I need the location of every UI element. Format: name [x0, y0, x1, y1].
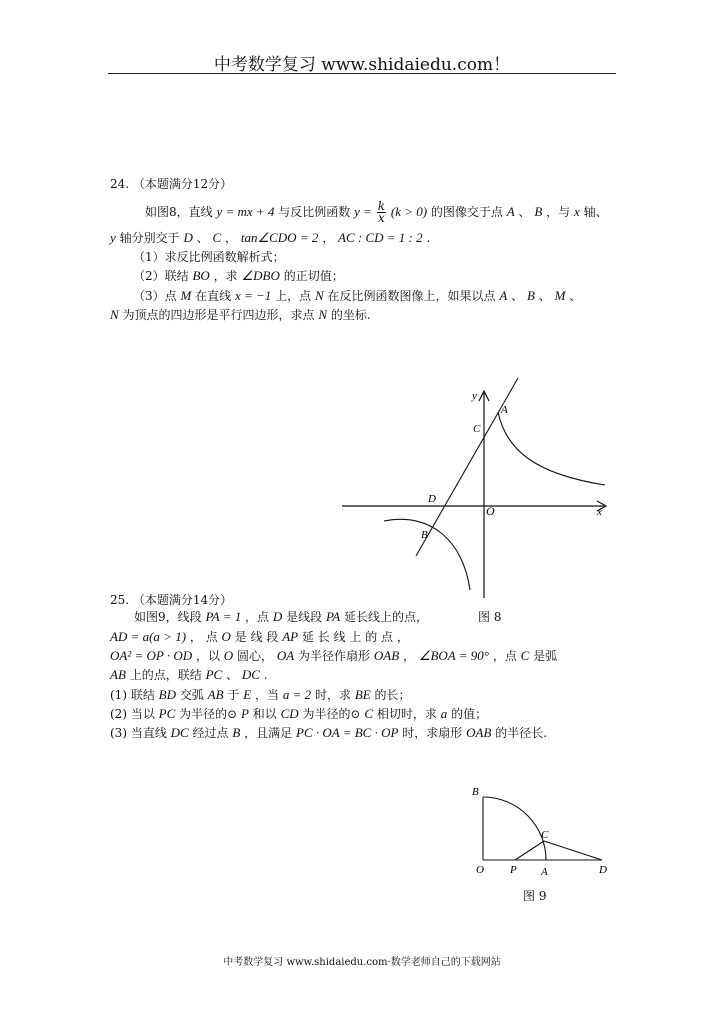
- q24-line-equation: y = mx + 4: [216, 204, 275, 219]
- q25-item-3: [110, 726, 547, 740]
- q25-text: 延长线上的点，: [344, 610, 429, 624]
- q25-line-4: [110, 668, 268, 682]
- label-O: O: [486, 504, 495, 518]
- q25-text: 相切时，求: [376, 707, 437, 721]
- q24-text: ，与: [546, 205, 571, 219]
- q25-text: 的半径长.: [495, 726, 548, 740]
- q25-text: 是 线 段: [234, 630, 279, 644]
- label-O: O: [476, 864, 484, 876]
- page-footer: 中考数学复习 www.shidaiedu.com·数学老师自己的下载网站: [223, 957, 501, 968]
- point-B: B: [534, 204, 543, 219]
- point-B: B: [232, 725, 241, 740]
- segment-PC: PC: [158, 706, 176, 721]
- page-header-title: 中考数学复习 www.shidaiedu.com！: [213, 55, 511, 75]
- q25-text: 是弧: [533, 649, 558, 663]
- label-y: y: [472, 390, 477, 402]
- figure-8-caption: 图 8: [478, 610, 502, 624]
- q25-text: 时，求扇形: [402, 726, 463, 740]
- point-C: C: [520, 648, 530, 663]
- q25-text: 如图9，线段: [134, 610, 202, 624]
- label-D: D: [599, 864, 607, 876]
- q25-text: 为半径的⊙: [302, 707, 361, 721]
- q25-text: 是线段: [286, 610, 323, 624]
- label-x: x: [597, 506, 602, 518]
- point-P: P: [241, 706, 249, 721]
- arc-AB: AB: [110, 667, 126, 682]
- segment-BD: BD: [158, 687, 176, 702]
- fraction-numerator: k: [377, 199, 386, 213]
- separator: 、: [538, 289, 551, 303]
- period: .: [263, 668, 268, 682]
- point-N: N: [318, 307, 328, 322]
- q25-item-2: [110, 707, 487, 721]
- point-O: O: [221, 629, 231, 644]
- q24-fn-y: y =: [354, 204, 372, 219]
- q24-text: 的坐标.: [330, 308, 371, 322]
- q24-part-1: （1）求反比例函数解析式；: [133, 250, 285, 264]
- q24-text: （2）联结: [133, 269, 189, 283]
- figure-9: [465, 780, 620, 880]
- q25-text: ，当: [255, 688, 280, 702]
- header-divider: [108, 73, 616, 74]
- arc-AB-shape: [483, 797, 546, 860]
- separator: 、: [518, 205, 531, 219]
- point-D: D: [183, 230, 193, 245]
- angle-BOA: ∠BOA = 90°: [418, 648, 489, 663]
- comma: ，: [225, 231, 238, 245]
- point-D: D: [272, 609, 283, 624]
- q25-text: (2) 当以: [110, 707, 155, 721]
- point-C: C: [364, 706, 374, 721]
- label-A: A: [501, 404, 508, 416]
- q25-text: 交弧: [179, 688, 204, 702]
- label-D: D: [428, 493, 436, 505]
- q25-heading: 25. （本题满分14分）: [110, 593, 233, 607]
- period: .: [426, 231, 431, 245]
- q25-text: 圆心，: [237, 649, 274, 663]
- point-N: N: [314, 288, 324, 303]
- q24-line-1: [145, 201, 608, 224]
- q24-text: 在反比例函数图像上，如果以点: [327, 289, 496, 303]
- q24-text: ，求: [213, 269, 238, 283]
- point-A: A: [506, 204, 515, 219]
- q25-text: ， 点: [189, 630, 218, 644]
- figure-8: [330, 370, 620, 600]
- label-B: B: [472, 786, 479, 798]
- q24-text: 上，点: [275, 289, 312, 303]
- separator: 、: [196, 231, 209, 245]
- q24-text: （3）点: [133, 289, 177, 303]
- comma: ，: [402, 649, 415, 663]
- q24-text: 的正切值；: [283, 269, 344, 283]
- q25-text: 为半径作扇形: [298, 649, 371, 663]
- arc-AB: AB: [207, 687, 224, 702]
- q25-text: 的值；: [451, 707, 488, 721]
- sector-OAB: OAB: [466, 725, 492, 740]
- q25-text: 于: [227, 688, 240, 702]
- condition-eq: PC · OA = BC · OP: [296, 725, 399, 740]
- q25-text: ，点: [492, 649, 517, 663]
- axis-y-name: y: [110, 230, 116, 245]
- q24-ratio: AC : CD = 1 : 2: [338, 230, 423, 245]
- segment-AP: AP: [282, 629, 299, 644]
- fraction-denominator: x: [378, 211, 385, 225]
- hyperbola-branch-1: [498, 412, 605, 485]
- segment-DC: DC: [241, 667, 260, 682]
- q25-text: 经过点: [192, 726, 229, 740]
- q25-text: ，以: [195, 649, 220, 663]
- label-C: C: [541, 829, 549, 841]
- separator: 、: [511, 289, 524, 303]
- q25-item-1: [110, 688, 411, 702]
- point-M: M: [180, 288, 192, 303]
- variable-a: a: [440, 706, 448, 721]
- figure-9-caption: 图 9: [523, 889, 547, 903]
- segment-BO: BO: [192, 268, 210, 283]
- q24-part-2: [133, 269, 344, 283]
- label-P: P: [510, 864, 517, 876]
- line-x-eq: x = −1: [234, 288, 272, 303]
- label-A: A: [541, 866, 548, 878]
- segment-CD: CD: [280, 706, 299, 721]
- segment-OA: OA: [276, 648, 295, 663]
- q25-text: 和以: [252, 707, 277, 721]
- point-C: C: [212, 230, 222, 245]
- axis-x-name: x: [573, 204, 580, 219]
- q24-tan-condition: tan∠CDO = 2: [240, 230, 319, 245]
- q25-line-1: [134, 610, 428, 624]
- point-E: E: [243, 687, 252, 702]
- segment-CD-shape: [544, 841, 602, 860]
- q25-text: (3) 当直线: [110, 726, 167, 740]
- point-B: B: [526, 288, 535, 303]
- q24-text: 为顶点的四边形是平行四边形，求点: [122, 308, 315, 322]
- q24-fraction: [377, 201, 386, 224]
- point-O: O: [223, 648, 234, 663]
- separator: 、: [226, 668, 239, 682]
- segment-BE: BE: [354, 687, 371, 702]
- comma: ，: [322, 231, 335, 245]
- q25-text: 为半径的⊙: [179, 707, 238, 721]
- q25-text: 时，求: [314, 688, 351, 702]
- q24-condition: (k > 0): [390, 204, 428, 219]
- q24-text: 轴分别交于: [119, 231, 180, 245]
- segment-PA: PA: [325, 609, 341, 624]
- sector-OAB: OAB: [373, 648, 400, 663]
- segment-PC: PC: [205, 667, 223, 682]
- q25-line-2: [110, 630, 409, 644]
- separator: 、: [569, 289, 582, 303]
- oa-eq: OA² = OP · OD: [110, 648, 193, 663]
- q24-part-3: [133, 289, 581, 303]
- q24-heading: 24. （本题满分12分）: [110, 177, 233, 191]
- label-C: C: [473, 423, 481, 435]
- q24-text: 轴、: [583, 205, 608, 219]
- q25-text: 的长；: [374, 688, 411, 702]
- q24-text: 如图8，直线: [145, 205, 213, 219]
- point-N: N: [110, 307, 119, 322]
- q25-text: (1) 联结: [110, 688, 155, 702]
- q24-line-2: [110, 231, 430, 245]
- q24-text: 与反比例函数: [278, 205, 351, 219]
- q25-line-3: [110, 649, 557, 663]
- angle-DBO: ∠DBO: [241, 268, 280, 283]
- point-M: M: [554, 288, 566, 303]
- segment-DC: DC: [170, 725, 189, 740]
- q24-text: 的图像交于点: [430, 205, 503, 219]
- segment-PC-shape: [515, 841, 544, 860]
- q25-text: ，且满足: [244, 726, 293, 740]
- pa-eq: PA = 1: [205, 609, 242, 624]
- point-A: A: [499, 288, 508, 303]
- label-B: B: [421, 529, 428, 541]
- q25-text: 上的点，联结: [129, 668, 202, 682]
- q25-text: 延 长 线 上 的 点 ，: [301, 630, 409, 644]
- q24-text: 在直线: [195, 289, 232, 303]
- a-eq-2: a = 2: [282, 687, 312, 702]
- ad-eq: AD = a(a > 1): [110, 629, 187, 644]
- q24-part-3-cont: [110, 308, 371, 322]
- q25-text: ，点: [245, 610, 270, 624]
